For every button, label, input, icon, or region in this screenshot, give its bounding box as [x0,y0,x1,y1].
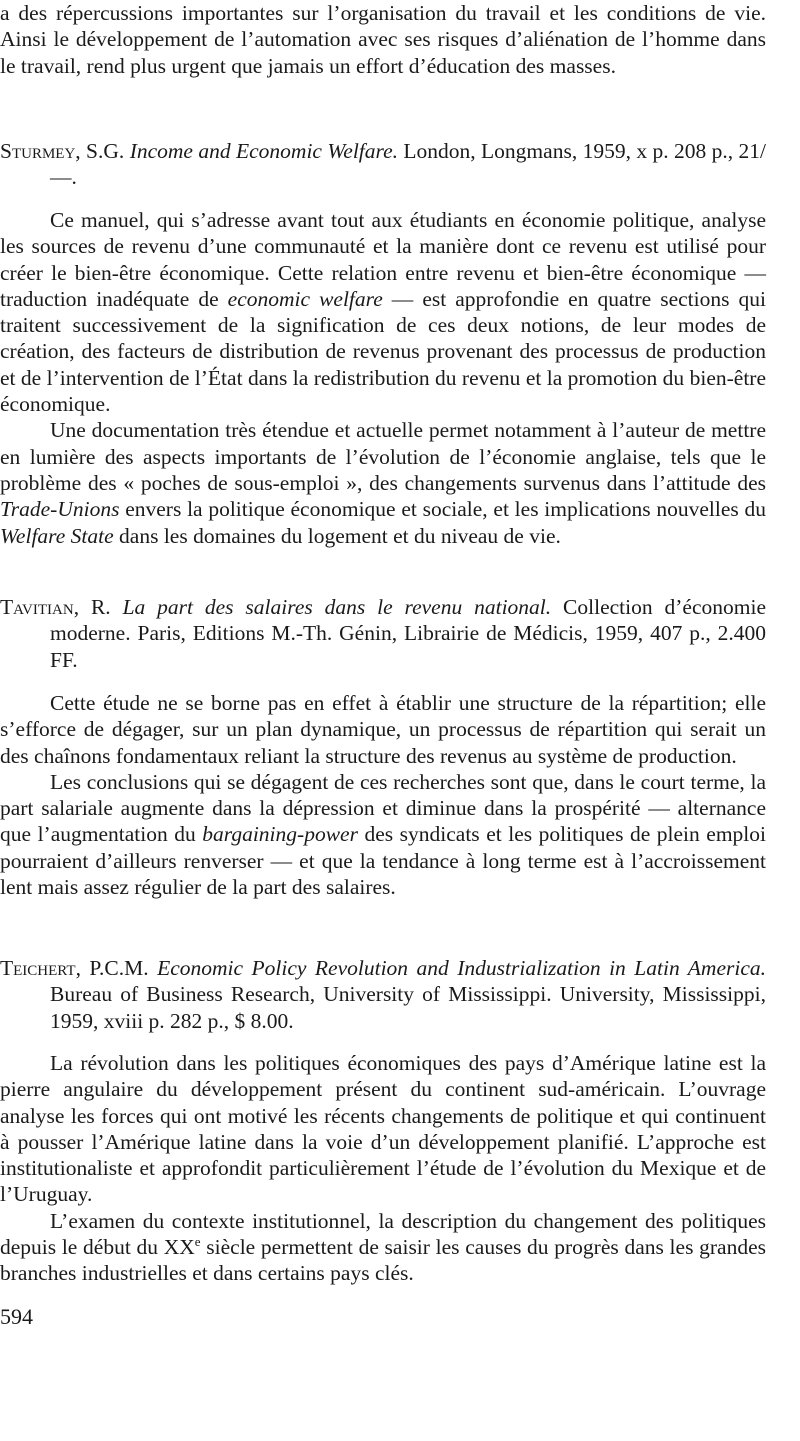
intro-block [0,0,766,79]
author-initials: , S.G. [75,139,130,163]
review-paragraph: L’examen du contexte institutionnel, la description du changement des politiques depuis le début du XXe siècle permettent de saisir les causes du progrès dans les grandes branches industrielles et dans certains pays clés. [0,1208,767,1286]
intro-paragraph: a des répercussions importantes sur l’organisation du travail et les conditions de vie. Ainsi le développement de l’automation avec ses risques d’aliénation de l’homme dans le travail, rend plus urgent que jamais un effort d’éducation des masses. [0,1,766,78]
review-paragraph: Les conclusions qui se dégagent de ces recherches sont que, dans le court terme, la part salariale augmente dans la dépression et diminue dans la prospérité — alternance que l’augmentation du bargaining-power des syndicats et les politiques de plein emploi pourraient d’ailleurs renverser — et que la tendance à long terme est à l’accroissement lent mais assez régulier de la part des salaires. [0,769,766,900]
author-name: Tavitian [0,595,74,619]
author-name: Sturmey [0,139,76,163]
page-number: 594 [0,1304,33,1329]
review-paragraph: Cette étude ne se borne pas en effet à établir une structure de la répartition; elle s’efforce de dégager, sur un plan dynamique, un processus de répartition qui serait un des chaînons fondamentaux reliant la structure des revenus au système de production. [0,691,766,768]
review-paragraph: Ce manuel, qui s’adresse avant tout aux étudiants en économie politique, analyse les sources de revenu d’une communauté et la manière dont ce revenu est utilisé pour créer le bien-être économique. Cette relation entre revenu et bien-être économique — traduction inadéquate de economic welfare — est approfondie en quatre sections qui traitent successivement de la signification de ces deux notions, de leur modes de création, des facteurs de distribution de revenus provenant des processus de production et de l’intervention de l’État dans la redistribution du revenu et la promotion du bien-être économique. [0,208,767,417]
book-title: Economic Policy Revolution and Industrialization in Latin America. [157,956,766,980]
review-entry-tavitian [0,594,766,673]
book-title: La part des salaires dans le revenu national. [122,595,552,619]
publication-details: London, Longmans, 1959, x p. 208 p., 21/—. [50,139,767,190]
review-paragraph: La révolution dans les politiques économiques des pays d’Amérique latine est la pierre angulaire du développement présent du continent sud-américain. L’ouvrage analyse les forces qui ont motivé les récents changements de politique et qui continuent à pousser l’Amérique latine dans la voie d’un développement planifié. L’approche est institutionaliste et approfondit particulièrement l’étude de l’évolution du Mexique et de l’Uruguay. [0,1051,766,1207]
bibliographic-reference [0,594,766,673]
review-entry-sturmey [0,138,766,191]
publication-details: Collection d’économie moderne. Paris, Editions M.-Th. Génin, Librairie de Médicis, 1959, 407 p., 2.400 FF. [50,595,766,672]
book-title: Income and Economic Welfare. [129,139,399,163]
bibliographic-reference [0,955,766,1034]
author-initials: , R. [73,595,123,619]
author-name: Teichert [0,956,76,980]
review-text-teichert [0,1050,766,1287]
review-text-sturmey [0,207,766,549]
bibliographic-reference [0,138,766,191]
author-initials: , P.C.M. [75,956,158,980]
review-entry-teichert [0,955,766,1034]
review-text-tavitian [0,690,766,900]
publication-details: Bureau of Business Research, University of Mississippi. University, Mississippi, 1959, xviii p. 282 p., $ 8.00. [50,982,766,1033]
review-paragraph: Une documentation très étendue et actuelle permet notamment à l’auteur de mettre en lumière des aspects importants de l’évolution de l’économie anglaise, tels que le problème des « poches de sous-emploi », des changements survenus dans l’attitude des Trade-Unions envers la politique économique et sociale, et les implications nouvelles du Welfare State dans les domaines du logement et du niveau de vie. [0,418,766,548]
